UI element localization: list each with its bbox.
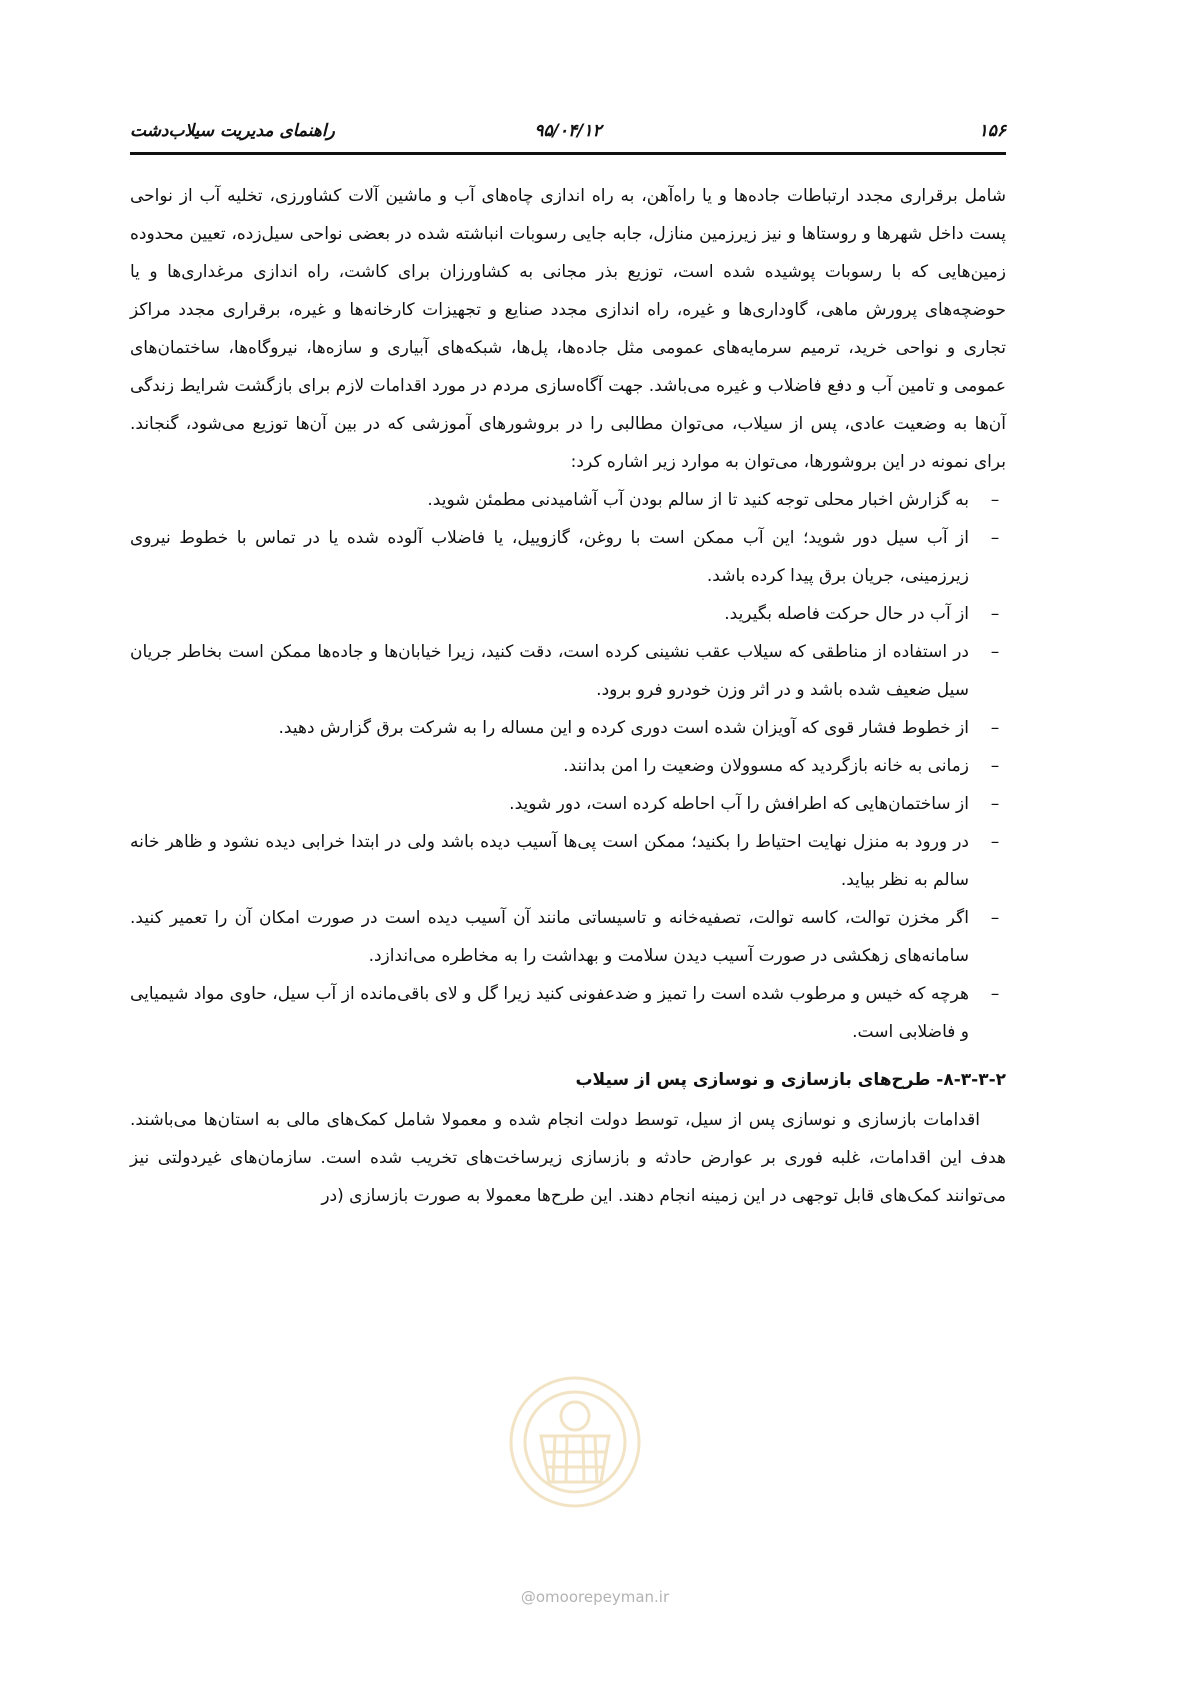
document-title: راهنمای مدیریت سیلاب‌دشت — [130, 121, 335, 141]
section-heading: ۸-۳-۳-۲- طرح‌های بازسازی و نوسازی پس از سیلاب — [575, 1070, 1006, 1090]
list-item: – به گزارش اخبار محلی توجه کنید تا از سالم بودن آب آشامیدنی مطمئن شوید. — [130, 481, 969, 519]
list-item: – هرچه که خیس و مرطوب شده است را تمیز و ضدعفونی کنید زیرا گل و لای باقی‌مانده از آب سیل، حاوی مواد شیمیایی و فاضلابی است. — [130, 975, 969, 1051]
intro-paragraph: شامل برقراری مجدد ارتباطات جاده‌ها و یا راه‌آهن، به راه اندازی چاه‌های آب و ماشین آلات کشاورزی، تخلیه آب از نواحی پست داخل شهرها و روستاها و نیز زیرزمین منازل، جابه جایی رسوبات انباشته شده در بعضی نواحی سیل‌زده، تعیین محدوده زمین‌هایی که با رسوبات پوشیده شده است، توزیع بذر مجانی به کشاورزان برای کاشت، راه اندازی مرغداری‌ها و یا حوضچه‌های پرورش ماهی، گاوداری‌ها و غیره، راه اندازی مجدد صنایع و تجهیزات کارخانه‌ها و غیره، برقراری مجدد مراکز تجاری و نواحی خرید، ترمیم سرمایه‌های عمومی مثل جاده‌ها، پل‌ها، شبکه‌های آبیاری و سازه‌ها، نیروگاه‌ها، ساختمان‌های عمومی و تامین آب و دفع فاضلاب و غیره می‌باشد. جهت آگاه‌سازی مردم در مورد اقدامات لازم برای بازگشت شرایط زندگی آن‌ها به وضعیت عادی، پس از سیلاب، می‌توان مطالبی را در بروشورهای آموزشی که در بین آن‌ها توزیع می‌شود، گنجاند. برای نمونه در این بروشورها، می‌توان به موارد زیر اشاره کرد: — [130, 186, 1006, 472]
page-number: ۱۵۶ — [978, 121, 1006, 141]
list-item: – از آب در حال حرکت فاصله بگیرید. — [130, 595, 969, 633]
section-paragraph: اقدامات بازسازی و نوسازی پس از سیل، توسط دولت انجام شده و معمولا شامل کمک‌های مالی به استان‌ها می‌باشند. هدف این اقدامات، غلبه فوری بر عوارض حادثه و بازسازی زیرساخت‌های تخریب شده است. سازمان‌های غیردولتی نیز می‌توانند کمک‌های قابل توجهی در این زمینه انجام دهند. این طرح‌ها معمولا به صورت بازسازی (در — [130, 1110, 1006, 1206]
guidance-list — [130, 481, 1006, 1051]
list-item: – زمانی به خانه بازگردید که مسوولان وضعیت را امن بدانند. — [130, 747, 969, 785]
list-item: – در ورود به منزل نهایت احتیاط را بکنید؛ ممکن است پی‌ها آسیب دیده باشد ولی در ابتدا خرابی دیده نشود و ظاهر خانه سالم به نظر بیاید. — [130, 823, 969, 899]
list-item: – اگر مخزن توالت، کاسه توالت، تصفیه‌خانه و تاسیساتی مانند آن آسیب دیده است در صورت امکان آن را تعمیر کنید. سامانه‌های زهکشی در صورت آسیب دیدن سلامت و بهداشت را به مخاطره می‌اندازد. — [130, 899, 969, 975]
header-divider — [130, 152, 1006, 155]
list-item: – از آب سیل دور شوید؛ این آب ممکن است با روغن، گازوییل، یا فاضلاب آلوده شده یا در تماس با خطوط نیروی زیرزمینی، جریان برق پیدا کرده باشد. — [130, 519, 969, 595]
list-item: – در استفاده از مناطقی که سیلاب عقب نشینی کرده است، دقت کنید، زیرا خیابان‌ها و جاده‌ها ممکن است بخاطر جریان سیل ضعیف شده باشد و در اثر وزن خودرو فرو برود. — [130, 633, 969, 709]
list-item: – از ساختمان‌هایی که اطرافش را آب احاطه کرده است، دور شوید. — [130, 785, 969, 823]
list-item: – از خطوط فشار قوی که آویزان شده است دوری کرده و این مساله را به شرکت برق گزارش دهید. — [130, 709, 969, 747]
header-date: ۹۵/۰۴/۱۲ — [534, 121, 602, 141]
watermark-url: @omoorepeyman.ir — [520, 1588, 670, 1606]
page-body — [130, 177, 1006, 1215]
page-header — [130, 121, 1006, 145]
watermark-seal-icon — [505, 1370, 645, 1515]
